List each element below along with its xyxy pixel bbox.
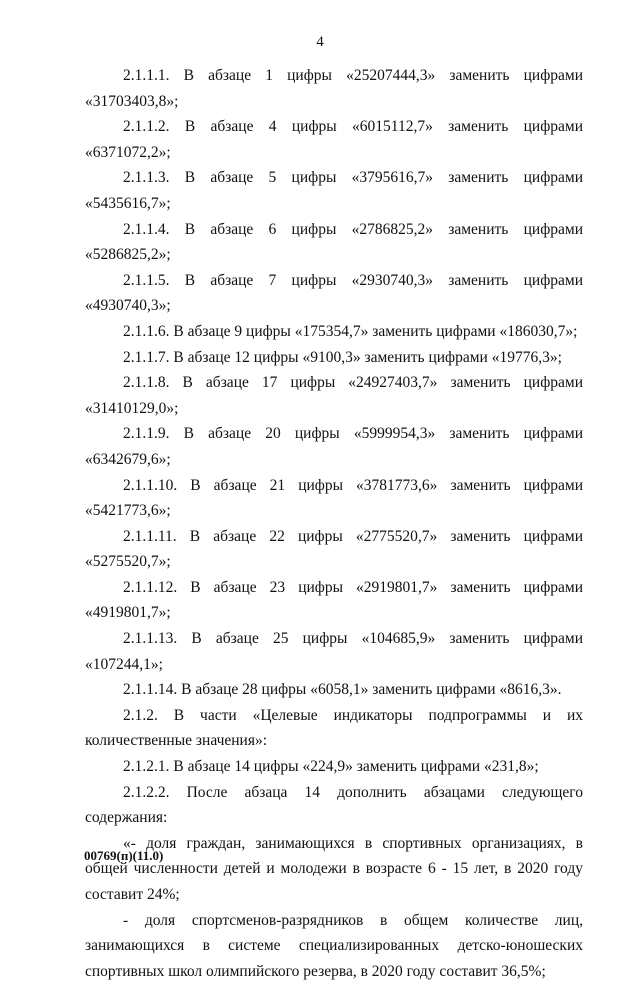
paragraph-2-1-1-8: 2.1.1.8. В абзаце 17 цифры «24927403,7» заменить цифрами «31410129,0»; xyxy=(85,374,583,417)
quoted-paragraph-share-citizens: «- доля граждан, занимающихся в спортивных организациях, в общей численности детей и молодежи в возрасте 6 - 15 лет, в 2020 году составит 24%; xyxy=(85,834,583,903)
paragraph-2-1-1-7: 2.1.1.7. В абзаце 12 цифры «9100,3» заменить цифрами «19776,3»; xyxy=(123,348,562,366)
paragraph-2-1-2-2: 2.1.2.2. После абзаца 14 дополнить абзацами следующего содержания: xyxy=(85,783,583,827)
paragraph-2-1-1-6: 2.1.1.6. В абзаце 9 цифры «175354,7» заменить цифрами «186030,7»; xyxy=(123,322,578,340)
quoted-paragraph-share-athletes: - доля спортсменов-разрядников в общем количестве лиц, занимающихся в системе специализированных детско-юношеских спортивных школ олимпийского резерва, в 2020 году составит 36,5%; xyxy=(85,911,583,980)
paragraph-2-1-1-13: 2.1.1.13. В абзаце 25 цифры «104685,9» заменить цифрами «107244,1»; xyxy=(85,630,583,673)
paragraph-2-1-1-5: 2.1.1.5. В абзаце 7 цифры «2930740,3» заменить цифрами «4930740,3»; xyxy=(85,271,583,315)
paragraph-2-1-1-2: 2.1.1.2. В абзаце 4 цифры «6015112,7» заменить цифрами «6371072,2»; xyxy=(85,118,583,161)
paragraph-2-1-1-4: 2.1.1.4. В абзаце 6 цифры «2786825,2» заменить цифрами «5286825,2»; xyxy=(85,220,583,264)
document-code: 00769(п)(11.0) xyxy=(84,848,164,863)
paragraph-2-1-1-12: 2.1.1.12. В абзаце 23 цифры «2919801,7» заменить цифрами «4919801,7»; xyxy=(85,578,583,622)
paragraph-2-1-1-11: 2.1.1.11. В абзаце 22 цифры «2775520,7» заменить цифрами «5275520,7»; xyxy=(85,527,583,571)
paragraph-2-1-2: 2.1.2. В части «Целевые индикаторы подпрограммы и их количественные значения»: xyxy=(85,706,583,750)
paragraph-2-1-1-1: 2.1.1.1. В абзаце 1 цифры «25207444,3» заменить цифрами «31703403,8»; xyxy=(85,67,583,110)
paragraph-2-1-1-3: 2.1.1.3. В абзаце 5 цифры «3795616,7» заменить цифрами «5435616,7»; xyxy=(85,169,583,212)
paragraph-2-1-1-14: 2.1.1.14. В абзаце 28 цифры «6058,1» заменить цифрами «8616,3». xyxy=(123,681,562,699)
page-number: 4 xyxy=(316,34,324,50)
paragraph-2-1-2-1: 2.1.2.1. В абзаце 14 цифры «224,9» заменить цифрами «231,8»; xyxy=(123,758,539,776)
paragraph-2-1-1-9: 2.1.1.9. В абзаце 20 цифры «5999954,3» заменить цифрами «6342679,6»; xyxy=(85,425,583,468)
document-body xyxy=(85,63,583,984)
paragraph-2-1-1-10: 2.1.1.10. В абзаце 21 цифры «3781773,6» заменить цифрами «5421773,6»; xyxy=(85,476,583,520)
